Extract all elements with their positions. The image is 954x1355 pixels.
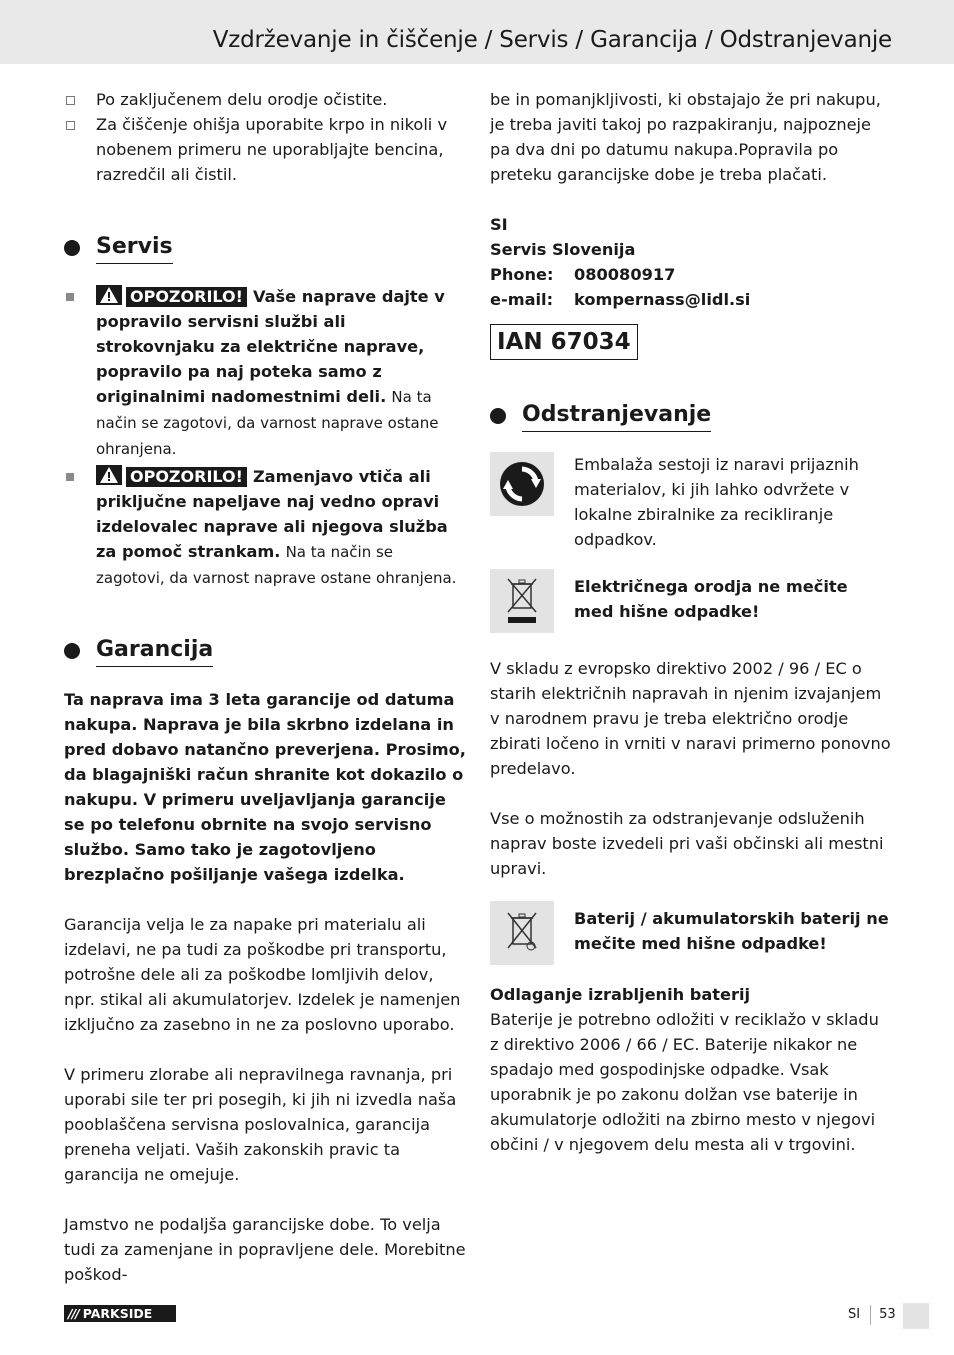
battery-row: [490, 901, 892, 965]
cleaning-list: [64, 87, 466, 187]
garancija-paragraph: Garancija velja le za napake pri materialu ali izdelavi, ne pa tudi za poškodbe pri transportu, potrošne dele ali za poškodbe lomljivih delov, npr. stikal ali akumulatorjev. Izdelek je namenjen izključno za zasebno in ne za poslovno uporabo.: [64, 915, 461, 1034]
logo-text: PARKSIDE: [82, 1306, 153, 1321]
municipal-text: Vse o možnostih za odstranjevanje odsluženih naprav boste izvedeli pri vaši občinski ali mestni upravi.: [490, 809, 884, 878]
bullet-dot-icon: [64, 240, 80, 256]
contact-email-row: [490, 287, 892, 312]
footer-divider: [870, 1305, 871, 1325]
recycle-text: Embalaža sestoji iz naravi prijaznih materialov, ki jih lahko odvržete v lokalne zbiralnike za recikliranje odpadkov.: [574, 455, 859, 549]
warning-label: OPOZORILO!: [126, 467, 247, 487]
servis-title: Servis: [96, 232, 173, 264]
directive-text: V skladu z evropsko direktivo 2002 / 96 / EC o starih električnih napravah in njenim izvajanjem v narodnem pravu je treba električno orodje zbirati ločeno in vrniti v naravi primerno ponovno predelavo.: [490, 659, 891, 778]
warning-item: [64, 464, 466, 591]
battery-text: Baterij / akumulatorskih baterij ne mečite med hišne odpadke!: [574, 909, 889, 953]
garancija-heading: [64, 635, 466, 667]
checkbox-bullet-icon: [66, 121, 75, 130]
phone-value: 080080917: [574, 265, 676, 284]
warning-text: Zamenjavo vtiča ali priključne napeljave naj vedno opravi izdelovalec naprave ali njegova služba za pomoč strankam.: [96, 467, 448, 561]
odstranjevanje-heading: [490, 400, 892, 432]
battery-bin-icon: [490, 901, 554, 965]
page-number: 53: [879, 1307, 896, 1322]
warning-triangle-icon: [96, 465, 122, 485]
contact-phone-row: [490, 262, 892, 287]
servis-heading: [64, 232, 466, 264]
logo-stripes: ///: [68, 1306, 79, 1321]
left-column: [64, 87, 466, 1287]
weee-text: Električnega orodja ne mečite med hišne odpadke!: [574, 577, 848, 621]
warning-item: [64, 284, 466, 462]
checkbox-bullet-icon: [66, 96, 75, 105]
recycle-icon: [490, 452, 554, 516]
right-column: [490, 87, 892, 1157]
email-value: kompernass@lidl.si: [574, 290, 751, 309]
square-bullet-icon: [66, 473, 74, 481]
warning-text: Vaše naprave dajte v popravilo servisni službi ali strokovnjaku za električne naprave, popravilo pa naj poteka samo z originalnimi nadomestnimi deli.: [96, 287, 445, 406]
battery-paragraph: Baterije je potrebno odložiti v reciklažo v skladu z direktivo 2006 / 66 / EC. Baterije nikakor ne spadajo med gospodinjske odpadke. Vsak uporabnik je po zakonu dolžan vse baterije in akumulatorje odložiti na zbirno mesto v njegovi občini / v njegovem delu mesta ali v trgovini.: [490, 1010, 879, 1154]
page-footer: [848, 1305, 896, 1325]
square-bullet-icon: [66, 293, 74, 301]
warning-note: Na ta način se zagotovi, da varnost naprave ostane ohranjena.: [96, 388, 439, 458]
garancija-paragraph: Jamstvo ne podaljša garancijske dobe. To velja tudi za zamenjane in popravljene dele. Morebitne poškod-: [64, 1215, 466, 1284]
list-item: Za čiščenje ohišja uporabite krpo in nikoli v nobenem primeru ne uporabljajte bencina, razredčil ali čistil.: [64, 112, 466, 187]
ian-number: IAN 67034: [490, 324, 638, 360]
warning-note: Na ta način se zagotovi, da varnost naprave ostane ohranjena.: [96, 543, 457, 587]
garancija-continuation: be in pomanjkljivosti, ki obstajajo že pri nakupu, je treba javiti takoj po razpakiranju, najpozneje pa dva dni po datumu nakupa.Popravila po preteku garancijske dobe je treba plačati.: [490, 90, 881, 184]
battery-subtitle: Odlaganje izrabljenih baterij: [490, 985, 751, 1004]
bullet-dot-icon: [64, 643, 80, 659]
garancija-paragraph: V primeru zlorabe ali nepravilnega ravnanja, pri uporabi sile ter pri posegih, ki jih ni izvedla naša pooblaščena servisna poslovalnica, garancija preneha veljati. Vaših zakonskih pravic ta garancija ne omejuje.: [64, 1065, 457, 1184]
bullet-dot-icon: [490, 408, 506, 424]
email-label: e-mail:: [490, 290, 554, 309]
warning-triangle-icon: [96, 285, 122, 305]
warning-label: OPOZORILO!: [126, 287, 247, 307]
page-header: [0, 0, 954, 64]
recycle-row: [490, 452, 892, 552]
odstranjevanje-title: Odstranjevanje: [522, 400, 711, 432]
contact-country: SI: [490, 215, 508, 234]
crossed-bin-icon: [490, 569, 554, 633]
service-contact: [490, 212, 892, 312]
contact-service: Servis Slovenija: [490, 240, 636, 259]
garancija-bold-paragraph: Ta naprava ima 3 leta garancije od datuma nakupa. Naprava je bila skrbno izdelana in pred dobavo natančno preverjena. Prosimo, da blagajniški račun shranite kot dokazilo o nakupu. V primeru uveljavljanja garancije se po telefonu obrnite na svojo servisno službo. Samo tako je zagotovljeno brezplačno pošiljanje vašega izdelka.: [64, 690, 466, 884]
footer-lang: SI: [848, 1307, 861, 1322]
page-title: Vzdrževanje in čiščenje / Servis / Garancija / Odstranjevanje: [212, 27, 892, 53]
garancija-title: Garancija: [96, 635, 213, 667]
phone-label: Phone:: [490, 265, 554, 284]
footer-tab-marker: [903, 1303, 929, 1329]
parkside-logo: [64, 1305, 176, 1322]
list-item: Po zaključenem delu orodje očistite.: [64, 87, 466, 112]
weee-row: [490, 569, 892, 633]
